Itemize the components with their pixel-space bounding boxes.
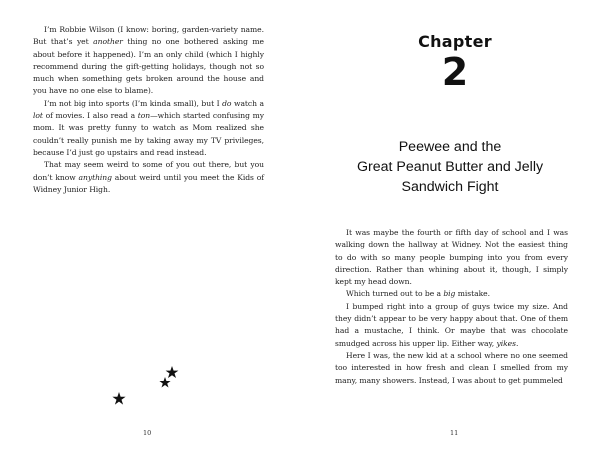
chapter-title <box>330 137 570 197</box>
right-page <box>300 0 600 450</box>
page-number: 11 <box>450 429 459 437</box>
star-icon <box>159 377 170 388</box>
paragraph: It was maybe the fourth or fifth day of school and I was walking down the hallway at Widney. Not the easiest thing to do with so many people bumping into you from every direction. Rather than whining about it, though, I simply kept my head down. <box>335 228 568 287</box>
star-icon <box>166 366 179 378</box>
paragraph: I’m not big into sports (I’m kinda small), but I do watch a lot of movies. I also read a ton—which started confusing my mom. It was pretty funny to watch as Mom realized she couldn’t really punish me by taking away my TV privileges, because I’d just go upstairs and read instead. <box>33 98 264 157</box>
paragraph: I bumped right into a group of guys twice my size. And they didn’t appear to be very happy about that. One of them had a mustache, I think. Or maybe that was chocolate smudged across his upper lip. Either way, yikes. <box>335 301 568 348</box>
chapter-number: 2 <box>441 50 469 94</box>
star-icon <box>112 392 125 405</box>
chapter-title-line: Peewee and the <box>398 139 502 155</box>
page-number: 10 <box>143 429 152 437</box>
chapter-title-line: Sandwich Fight <box>401 179 499 195</box>
chapter-label: Chapter <box>418 32 492 51</box>
chapter-title-line: Great Peanut Butter and Jelly <box>356 159 544 175</box>
paragraph: Which turned out to be a big mistake. <box>346 289 490 299</box>
right-page-text <box>335 227 568 387</box>
paragraph: I’m Robbie Wilson (I know: boring, garden-variety name. But that’s yet another thing no one bothered asking me about before it happened). I’m an only child (which I highly recommend during the gift-getting holidays, though not so much when something gets broken around the house and you have no one else to blame). <box>33 25 264 96</box>
paragraph: That may seem weird to some of you out there, but you don’t know anything about weird until you meet the Kids of Widney Junior High. <box>33 160 264 194</box>
paragraph: Here I was, the new kid at a school where no one seemed too interested in how fresh and clean I smelled from my many, many showers. Instead, I was about to get pummeled <box>335 350 568 385</box>
left-page-text <box>33 24 264 196</box>
star-decoration <box>110 360 185 415</box>
